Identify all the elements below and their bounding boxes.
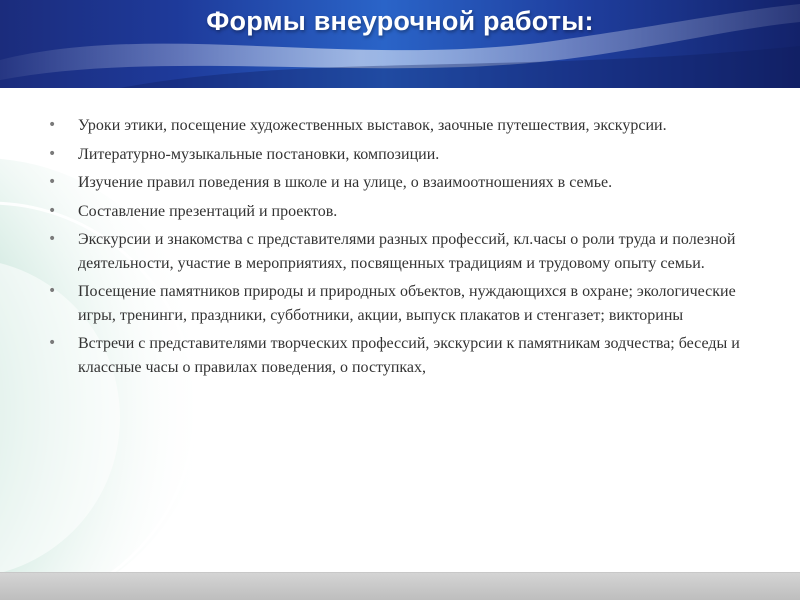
list-item-text: Составление презентаций и проектов. [78,202,338,220]
list-item [48,171,748,195]
list-item-text: Литературно-музыкальные постановки, композиции. [78,145,440,163]
list-item [48,332,748,379]
list-item-text: Посещение памятников природы и природных объектов, нуждающихся в охране; экологические игры, тренинги, праздники, субботники, акции, выпуск плакатов и стенгазет; викторины [78,283,736,324]
bullet-list-container [48,114,748,384]
list-item [48,280,748,327]
list-item [48,200,748,224]
bullet-icon: • [48,231,57,247]
bullet-icon: • [48,174,57,190]
bullet-list [48,114,748,379]
page-title: Формы внеурочной работы: [206,6,594,36]
list-item [48,143,748,167]
footer-bar [0,572,800,600]
list-item-text: Уроки этики, посещение художественных выставок, заочные путешествия, экскурсии. [78,117,667,134]
bullet-icon: • [48,117,57,133]
bullet-icon: • [48,335,57,351]
bullet-icon: • [48,145,57,162]
bullet-icon: • [48,202,57,219]
list-item-text: Встречи с представителями творческих профессий, экскурсии к памятникам зодчества; беседы и классные часы о правилах поведения, о поступках, [78,335,740,376]
header-banner [0,0,800,88]
list-item-text: Изучение правил поведения в школе и на улице, о взаимоотношениях в семье. [78,174,613,191]
list-item [48,114,748,138]
bullet-icon: • [48,283,57,299]
list-item [48,228,748,275]
list-item-text: Экскурсии и знакомства с представителями разных профессий, кл.часы о роли труда и полезной деятельности, участие в мероприятиях, посвященных традициям и трудовому опыту семьи. [78,231,736,272]
